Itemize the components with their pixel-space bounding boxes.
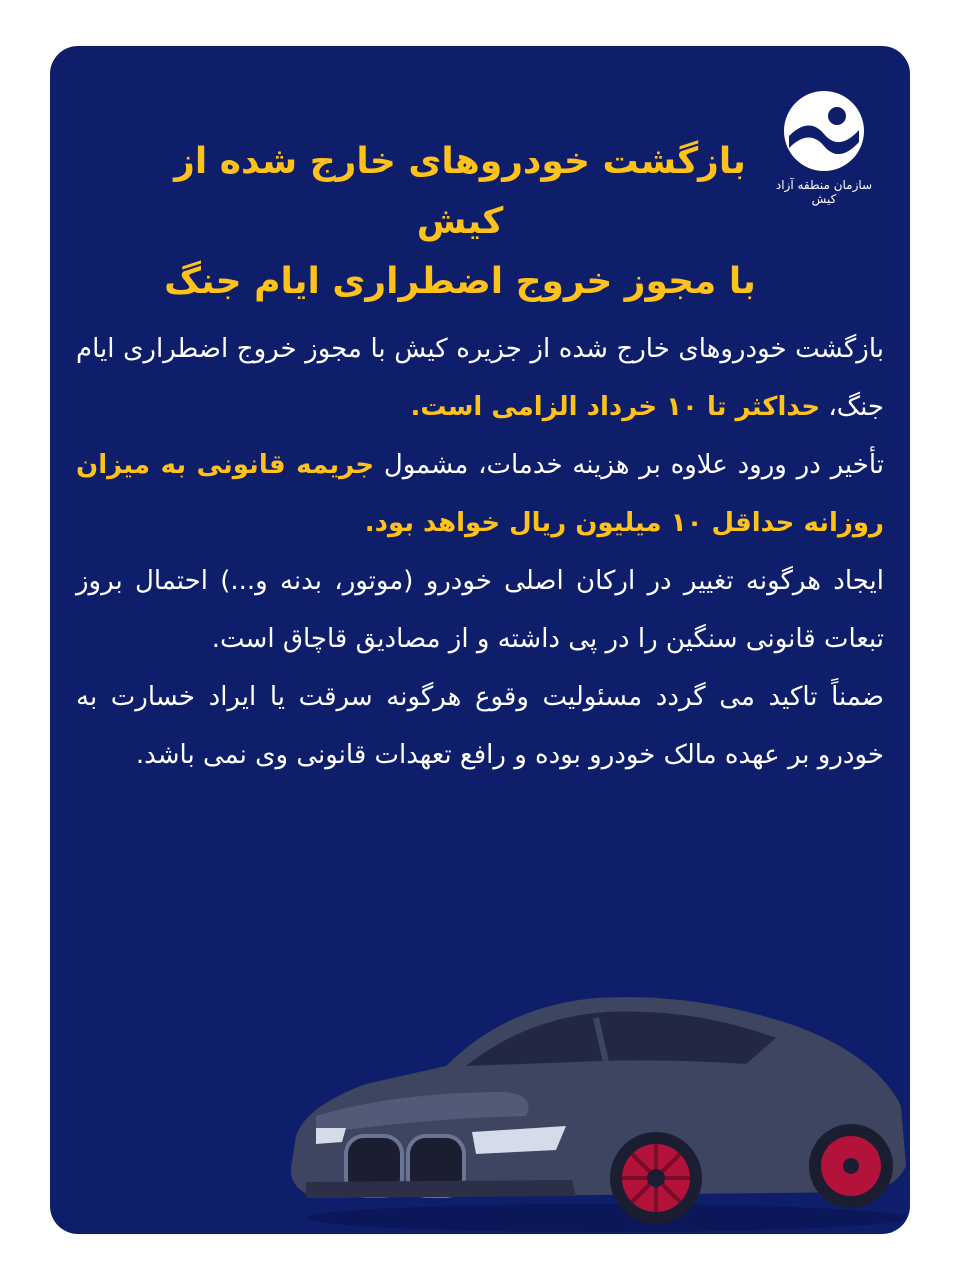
article-body [76, 320, 884, 784]
paragraph-2-text: تأخیر در ورود علاوه بر هزینه خدمات، مشمول [374, 450, 884, 480]
headline-line-1: بازگشت خودروهای خارج شده از کیش [174, 141, 746, 242]
paragraph-2-highlight: جریمه قانونی به میزان روزانه حداقل ۱۰ میلیون ریال خواهد بود. [76, 450, 884, 538]
headline [130, 132, 790, 312]
paragraph-2 [76, 436, 884, 552]
paragraph-1 [76, 320, 884, 436]
paragraph-4: ضمناً تاکید می گردد مسئولیت وقوع هرگونه سرقت یا ایراد خسارت به خودرو بر عهده مالک خودرو بوده و رافع تعهدات قانونی وی نمی باشد. [76, 682, 884, 770]
news-card [50, 46, 910, 1234]
logo-caption: سازمان منطقه آزاد کیش [775, 178, 873, 206]
headline-line-2: با مجوز خروج اضطراری ایام جنگ [164, 261, 756, 302]
paragraph-1-highlight: حداکثر تا ۱۰ خرداد الزامی است. [410, 392, 821, 422]
kish-logo-icon [779, 86, 869, 176]
car-illustration [276, 966, 910, 1234]
paragraph-3: ایجاد هرگونه تغییر در ارکان اصلی خودرو (موتور، بدنه و...) احتمال بروز تبعات قانونی سنگین را در پی داشته و از مصادیق قاچاق است. [76, 566, 884, 654]
paragraph-1-text: بازگشت خودروهای خارج شده از جزیره کیش با مجوز خروج اضطراری ایام جنگ، [76, 334, 884, 422]
